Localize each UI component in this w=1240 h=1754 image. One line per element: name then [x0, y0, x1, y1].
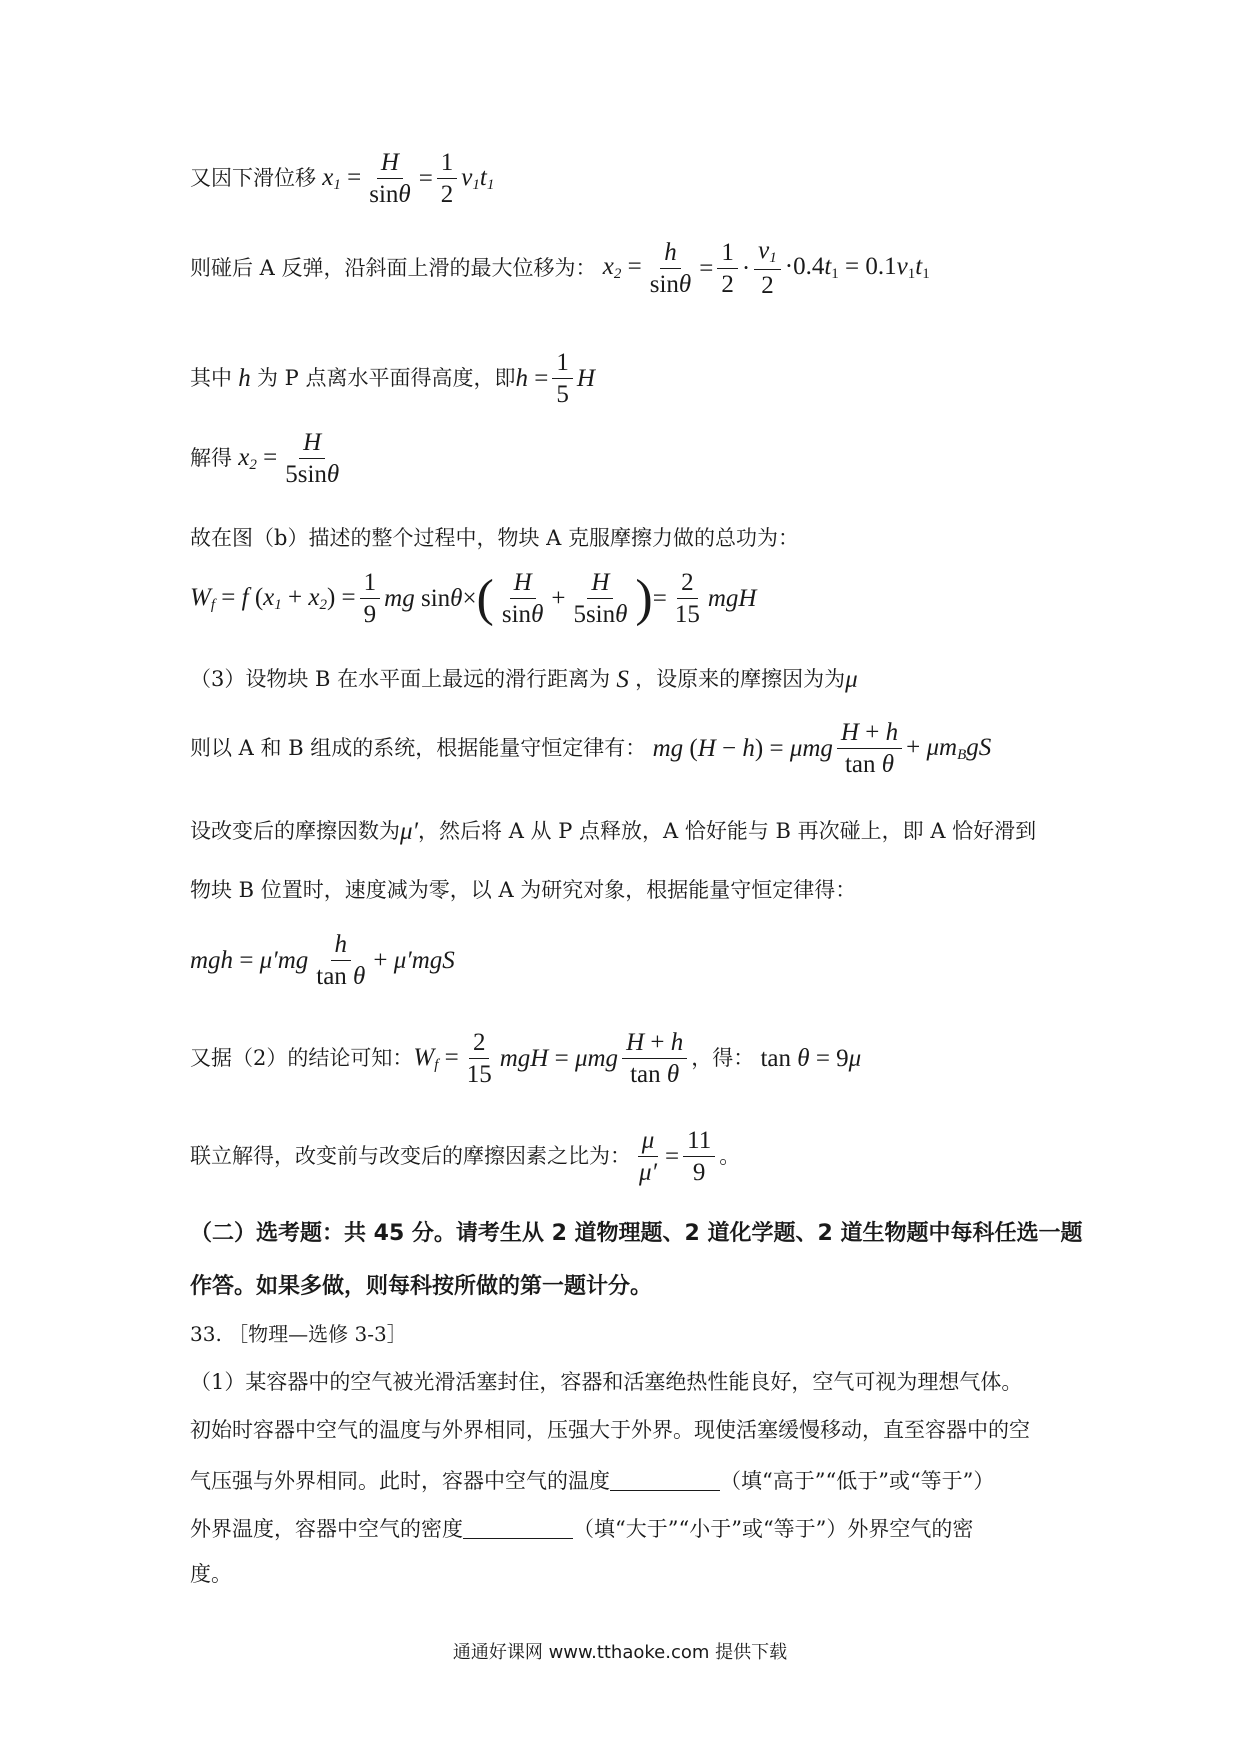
math: $x_2$ = — [232, 443, 278, 473]
math: $\cdot 0.4t_1 = 0.1v_1t_1$ — [784, 253, 930, 282]
math: mg sinθ× — [384, 585, 477, 612]
math: $v_1t_1$ — [461, 163, 495, 193]
fraction: $\frac{2}{15}$ — [674, 569, 700, 628]
equation-wf — [190, 570, 756, 627]
paren-close: ) — [635, 569, 653, 627]
fraction: $\frac{2}{15}$ — [466, 1029, 492, 1088]
math: S — [610, 666, 636, 693]
text: 其中 — [190, 366, 232, 390]
text: ，得： — [691, 1046, 755, 1070]
fraction: $\frac{\mu}{\mu'}$ — [639, 1127, 658, 1186]
math: + — [551, 585, 566, 612]
math: mgH — [707, 585, 757, 612]
math: = — [418, 165, 433, 192]
math: μ′ — [400, 818, 419, 845]
paragraph-part3 — [190, 667, 858, 692]
math: $x_2$ = — [596, 253, 642, 282]
question-paragraph-5: 度。 — [190, 1562, 232, 1586]
math: h — [232, 365, 257, 392]
fraction: $\frac{H}{5\sin\theta}$ — [285, 429, 340, 488]
text: 气压强与外界相同。此时，容器中空气的温度 — [190, 1469, 610, 1493]
answer-blank-density — [463, 1516, 573, 1539]
math: · — [741, 254, 751, 282]
math: tan θ = 9μ — [760, 1045, 862, 1072]
equation-line-x2 — [190, 238, 930, 298]
text: 又据（2）的结论可知： — [190, 1046, 414, 1070]
fraction: $\frac{1}{2}$ — [717, 240, 738, 297]
fraction: $\frac{1}{9}$ — [360, 570, 381, 627]
paragraph-mu-prime — [190, 819, 1036, 844]
question-title: 33. ［物理—选修 3-3］ — [190, 1322, 407, 1346]
text: （填“大于”“小于”或“等于”）外界空气的密 — [573, 1517, 974, 1541]
equation-line-x1 — [190, 150, 494, 207]
math: mgh = μ′mg — [190, 947, 309, 974]
text: 又因下滑位移 — [190, 166, 316, 190]
fraction: $\frac{H + h}{\text{tan θ}}$ — [622, 1030, 687, 1087]
footer-watermark: 通通好课网 www.tthaoke.com 提供下载 — [452, 1642, 788, 1663]
math: mgH = μmg — [499, 1045, 619, 1072]
math: = — [665, 1143, 680, 1170]
equation-conclusion — [190, 1030, 861, 1087]
question-paragraph-1: （1）某容器中的空气被光滑活塞封住，容器和活塞绝热性能良好，空气可视为理想气体。 — [190, 1370, 1023, 1394]
fraction: $\frac{v_1}{2}$ — [754, 238, 781, 298]
math: h = — [515, 365, 549, 392]
equation-mgh — [190, 932, 455, 989]
text: ，设原来的摩擦因为为 — [635, 667, 846, 691]
text: （3）设物块 B 在水平面上最远的滑行距离为 — [190, 667, 611, 691]
equation-line-h — [190, 350, 595, 407]
fraction: $\frac{1}{2}$ — [437, 150, 458, 207]
fraction: $\frac{1}{5}$ — [552, 350, 573, 407]
question-paragraph-4 — [190, 1516, 973, 1540]
text: 解得 — [190, 446, 232, 470]
paragraph-work-intro: 故在图（b）描述的整个过程中，物块 A 克服摩擦力做的总功为： — [190, 526, 799, 550]
math: + $\mu m_BgS$ — [906, 733, 992, 763]
text: 联立解得，改变前与改变后的摩擦因素之比为： — [190, 1144, 631, 1168]
math: $W_f$ = — [413, 1043, 459, 1073]
math: H — [576, 365, 595, 392]
math: = — [652, 585, 667, 612]
math: = — [699, 254, 714, 282]
paren-open: ( — [476, 569, 494, 627]
section-heading-line1: （二）选考题：共 45 分。请考生从 2 道物理题、2 道化学题、2 道生物题中每科任选一题 — [190, 1221, 1083, 1246]
fraction: $\frac{h}{\sin\theta}$ — [649, 238, 692, 298]
text: （填“高于”“低于”或“等于”） — [720, 1469, 995, 1493]
fraction: $\frac{11}{9}$ — [683, 1128, 715, 1185]
math: μ — [845, 666, 858, 693]
math: $W_f = f$ $(x_1 + x_2)$ = — [190, 583, 356, 613]
fraction: $\frac{h}{\text{tan θ}}$ — [316, 931, 366, 990]
section-heading-line2: 作答。如果多做，则每科按所做的第一题计分。 — [190, 1274, 653, 1299]
text: ，然后将 A 从 P 点释放，A 恰好能与 B 再次碰上，即 A 恰好滑到 — [418, 819, 1037, 843]
text: 则碰后 A 反弹，沿斜面上滑的最大位移为： — [190, 255, 597, 280]
fraction: $\frac{H}{5\sin\theta}$ — [573, 569, 628, 628]
math: $x_1$ = — [316, 163, 362, 193]
text: 设改变后的摩擦因数为 — [190, 819, 400, 843]
text: 则以 A 和 B 组成的系统，根据能量守恒定律有： — [190, 736, 647, 760]
question-paragraph-2: 初始时容器中空气的温度与外界相同，压强大于外界。现使活塞缓慢移动，直至容器中的空 — [190, 1418, 1030, 1442]
fraction: $\frac{H}{\sin\theta}$ — [501, 569, 544, 628]
math: mg (H − h) = μmg — [646, 735, 833, 762]
equation-line-solve-x2 — [190, 430, 347, 487]
text: 为 P 点离水平面得高度，即 — [257, 366, 516, 390]
answer-blank-temperature — [610, 1468, 720, 1491]
fraction: $\frac{H}{\sin\theta}$ — [369, 149, 411, 208]
fraction: $\frac{H + h}{\text{tan θ}}$ — [837, 720, 902, 777]
paragraph-object-b: 物块 B 位置时，速度减为零，以 A 为研究对象，根据能量守恒定律得： — [190, 878, 857, 902]
equation-ratio — [190, 1128, 740, 1185]
math: + μ′mgS — [373, 947, 455, 974]
equation-energy-system — [190, 720, 991, 777]
text: 。 — [719, 1144, 741, 1168]
text: 外界温度，容器中空气的密度 — [190, 1517, 463, 1541]
question-paragraph-3 — [190, 1468, 994, 1492]
